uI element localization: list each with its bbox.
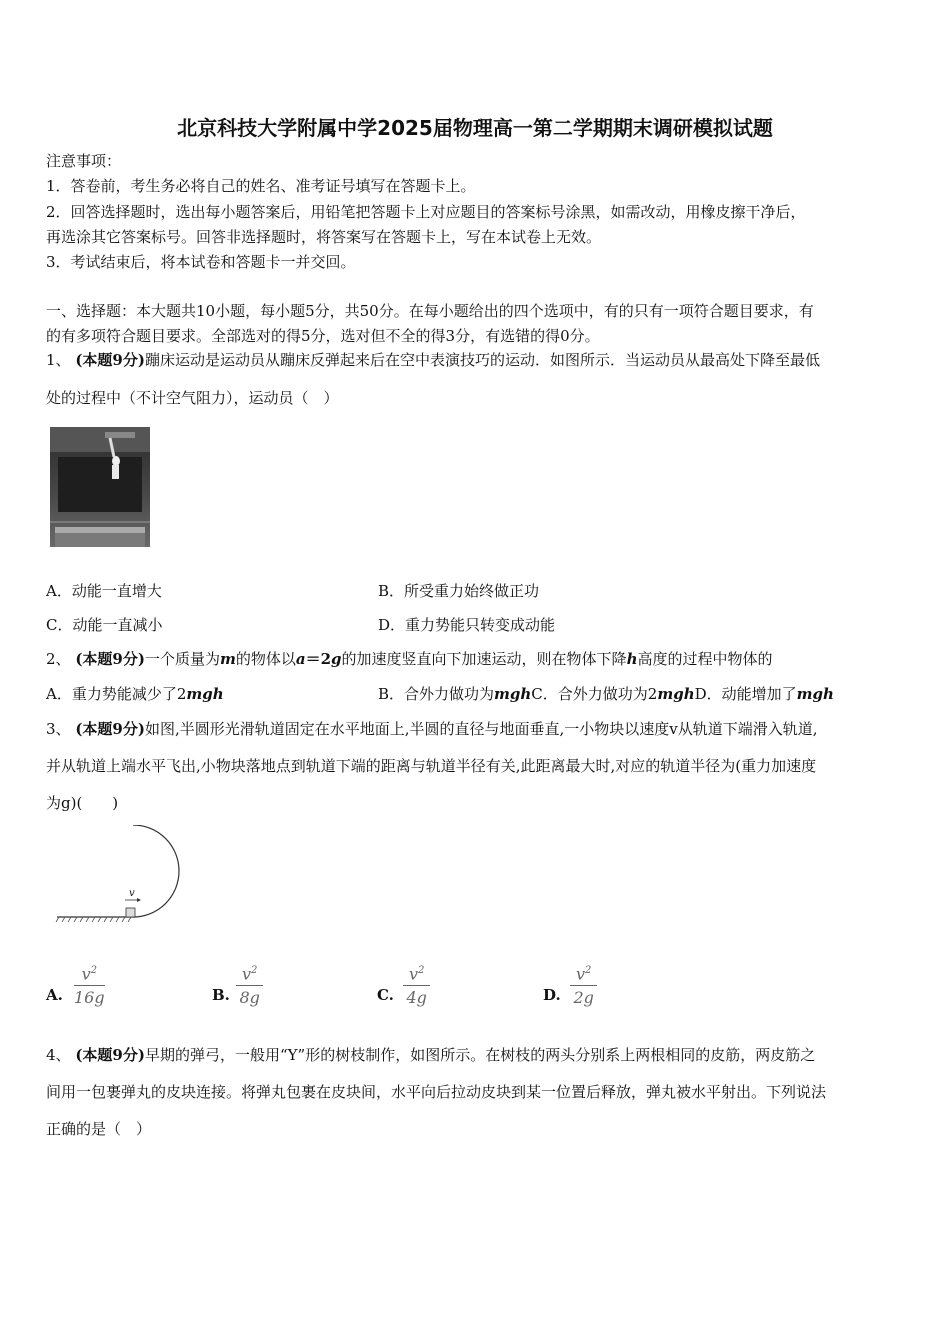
semicircle-track-diagram xyxy=(55,825,190,925)
notice-heading: 注意事项： xyxy=(46,152,122,170)
section-header-line: 的有多项符合题目要求。全部选对的得5分，选对但不全的得3分，有选错的得0分。 xyxy=(46,327,600,345)
question-1-stem xyxy=(46,350,908,370)
question-4-stem: 4、 (本题9分)早期的弹弓，一般用“Y”形的树枝制作，如图所示。在树枝的两头分别系上两根相同的皮筋，两皮筋之 xyxy=(46,1046,816,1064)
q2-option-a: A．重力势能减少了2mgh xyxy=(46,685,224,703)
question-2-stem: 2、 (本题9分)一个质量为m的物体以a＝2g的加速度竖直向下加速运动，则在物体下降h高度的过程中物体的 xyxy=(46,650,773,668)
question-3-stem: 3、 (本题9分)如图,半圆形光滑轨道固定在水平地面上,半圆的直径与地面垂直,一小物块以速度v从轨道下端滑入轨道, xyxy=(46,720,818,738)
question-3-stem-cont: 为g)( ) xyxy=(46,794,119,812)
question-3-stem-cont: 并从轨道上端水平飞出,小物块落地点到轨道下端的距离与轨道半径有关,此距离最大时,对应的轨道半径为(重力加速度 xyxy=(46,757,817,775)
question-1-stem-cont: 处的过程中（不计空气阻力），运动员（ ） xyxy=(46,389,339,407)
q3-option-b-label: B. xyxy=(212,986,230,1004)
q3-option-a-fraction: $\frac{v^2}{16g}$ xyxy=(74,960,105,1010)
notice-item: 3．考试结束后，将本试卷和答题卡一并交回。 xyxy=(46,253,356,271)
velocity-label: v xyxy=(129,888,135,899)
q3-option-b-fraction: $\frac{v^2}{8g}$ xyxy=(236,960,263,1010)
q1-option-b: B．所受重力始终做正功 xyxy=(378,582,540,600)
question-tag: (本题9分) xyxy=(75,351,145,369)
q3-option-d-fraction: $\frac{v^2}{2g}$ xyxy=(570,960,597,1010)
q3-option-d-label: D. xyxy=(543,986,561,1004)
question-4-stem-cont: 间用一包裹弹丸的皮块连接。将弹丸包裹在皮块间，水平向后拉动皮块到某一位置后释放，弹丸被水平射出。下列说法 xyxy=(46,1083,827,1101)
question-number: 1、 xyxy=(46,351,71,369)
q3-option-c-label: C. xyxy=(377,986,394,1004)
page-title: 北京科技大学附属中学2025届物理高一第二学期期末调研模拟试题 xyxy=(177,116,773,140)
question-text: 蹦床运动是运动员从蹦床反弹起来后在空中表演技巧的运动．如图所示．当运动员从最高处下降至最低 xyxy=(144,351,820,369)
notice-item: 再选涂其它答案标号。回答非选择题时，将答案写在答题卡上，写在本试卷上无效。 xyxy=(46,228,602,246)
q3-option-a-label: A. xyxy=(46,986,63,1004)
trampoline-photo xyxy=(50,427,150,547)
section-header-line: 一、选择题：本大题共10小题，每小题5分，共50分。在每小题给出的四个选项中，有的只有一项符合题目要求，有 xyxy=(46,302,814,320)
q1-option-d: D．重力势能只转变成动能 xyxy=(378,616,556,634)
q1-option-c: C．动能一直减小 xyxy=(46,616,163,634)
q2-option-bcd: B．合外力做功为mghC．合外力做功为2mghD．动能增加了mgh xyxy=(378,685,834,703)
notice-item: 2．回答选择题时，选出每小题答案后，用铅笔把答题卡上对应题目的答案标号涂黑，如需改动，用橡皮擦干净后， xyxy=(46,203,806,221)
notice-item: 1．答卷前，考生务必将自己的姓名、准考证号填写在答题卡上。 xyxy=(46,177,476,195)
question-4-stem-cont: 正确的是（ ） xyxy=(46,1120,152,1138)
q1-option-a: A．动能一直增大 xyxy=(46,582,162,600)
q3-option-c-fraction: $\frac{v^2}{4g}$ xyxy=(403,960,430,1010)
